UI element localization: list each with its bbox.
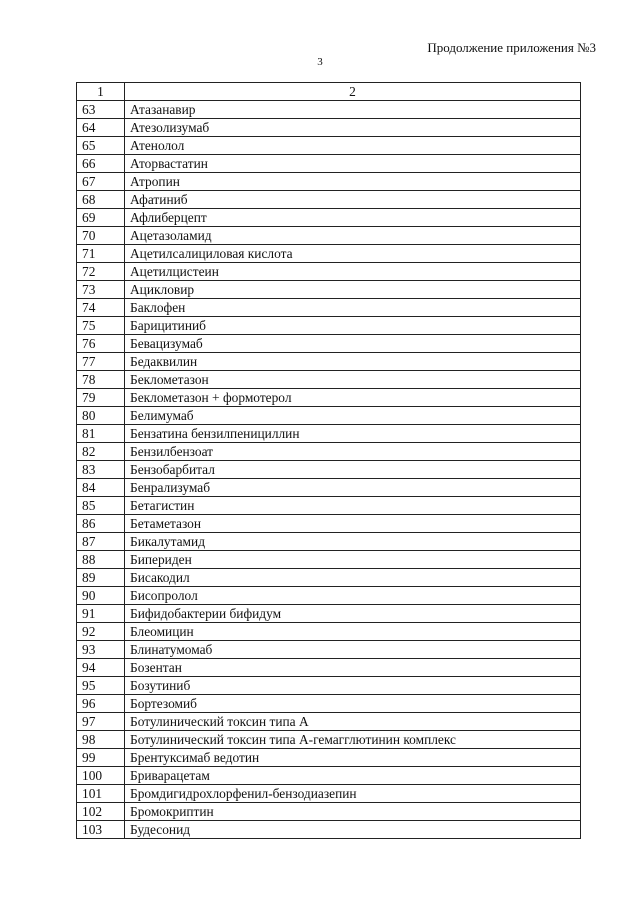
column-header-number: 1 bbox=[77, 83, 125, 101]
table-row bbox=[77, 137, 581, 155]
row-number-cell: 78 bbox=[77, 371, 125, 389]
drug-name-cell: Бензилбензоат bbox=[125, 443, 581, 461]
drug-name-cell: Бриварацетам bbox=[125, 767, 581, 785]
table-row bbox=[77, 713, 581, 731]
drug-name-cell: Баклофен bbox=[125, 299, 581, 317]
row-number-cell: 73 bbox=[77, 281, 125, 299]
table-row bbox=[77, 731, 581, 749]
row-number-cell: 82 bbox=[77, 443, 125, 461]
row-number-cell: 75 bbox=[77, 317, 125, 335]
table-row bbox=[77, 497, 581, 515]
table-row bbox=[77, 695, 581, 713]
row-number-cell: 98 bbox=[77, 731, 125, 749]
table-row bbox=[77, 785, 581, 803]
row-number-cell: 91 bbox=[77, 605, 125, 623]
drug-name-cell: Бензатина бензилпенициллин bbox=[125, 425, 581, 443]
row-number-cell: 93 bbox=[77, 641, 125, 659]
drug-name-cell: Брентуксимаб ведотин bbox=[125, 749, 581, 767]
drug-name-cell: Бетагистин bbox=[125, 497, 581, 515]
drug-name-cell: Будесонид bbox=[125, 821, 581, 839]
table-row bbox=[77, 803, 581, 821]
table-row bbox=[77, 821, 581, 839]
table-row bbox=[77, 191, 581, 209]
drug-name-cell: Бозентан bbox=[125, 659, 581, 677]
table-row bbox=[77, 299, 581, 317]
table-row bbox=[77, 605, 581, 623]
table-row bbox=[77, 353, 581, 371]
table-row bbox=[77, 641, 581, 659]
table-row bbox=[77, 551, 581, 569]
drug-name-cell: Атазанавир bbox=[125, 101, 581, 119]
table-row bbox=[77, 407, 581, 425]
row-number-cell: 74 bbox=[77, 299, 125, 317]
row-number-cell: 86 bbox=[77, 515, 125, 533]
row-number-cell: 69 bbox=[77, 209, 125, 227]
drug-name-cell: Бозутиниб bbox=[125, 677, 581, 695]
drug-name-cell: Бромокриптин bbox=[125, 803, 581, 821]
table-row bbox=[77, 569, 581, 587]
table-row bbox=[77, 461, 581, 479]
row-number-cell: 64 bbox=[77, 119, 125, 137]
row-number-cell: 94 bbox=[77, 659, 125, 677]
table-row bbox=[77, 767, 581, 785]
table-row bbox=[77, 245, 581, 263]
drug-name-cell: Ацетилцистеин bbox=[125, 263, 581, 281]
drug-name-cell: Бисопролол bbox=[125, 587, 581, 605]
table-row bbox=[77, 371, 581, 389]
column-header-name: 2 bbox=[125, 83, 581, 101]
row-number-cell: 77 bbox=[77, 353, 125, 371]
row-number-cell: 63 bbox=[77, 101, 125, 119]
drug-name-cell: Аторвастатин bbox=[125, 155, 581, 173]
drug-name-cell: Атезолизумаб bbox=[125, 119, 581, 137]
table-row bbox=[77, 533, 581, 551]
drug-name-cell: Бетаметазон bbox=[125, 515, 581, 533]
table-row bbox=[77, 425, 581, 443]
row-number-cell: 79 bbox=[77, 389, 125, 407]
drug-name-cell: Белимумаб bbox=[125, 407, 581, 425]
drug-name-cell: Бифидобактерии бифидум bbox=[125, 605, 581, 623]
drug-name-cell: Бикалутамид bbox=[125, 533, 581, 551]
table-row bbox=[77, 659, 581, 677]
table-header-row bbox=[77, 83, 581, 101]
drug-name-cell: Блеомицин bbox=[125, 623, 581, 641]
table-row bbox=[77, 263, 581, 281]
drug-name-cell: Барицитиниб bbox=[125, 317, 581, 335]
drug-name-cell: Беклометазон + формотерол bbox=[125, 389, 581, 407]
table-row bbox=[77, 209, 581, 227]
table-row bbox=[77, 281, 581, 299]
drug-name-cell: Бензобарбитал bbox=[125, 461, 581, 479]
row-number-cell: 96 bbox=[77, 695, 125, 713]
row-number-cell: 68 bbox=[77, 191, 125, 209]
drug-name-cell: Бенрализумаб bbox=[125, 479, 581, 497]
drug-name-cell: Бедаквилин bbox=[125, 353, 581, 371]
table-row bbox=[77, 515, 581, 533]
row-number-cell: 99 bbox=[77, 749, 125, 767]
drug-name-cell: Ботулинический токсин типа А-гемагглютинин комплекс bbox=[125, 731, 581, 749]
row-number-cell: 84 bbox=[77, 479, 125, 497]
row-number-cell: 81 bbox=[77, 425, 125, 443]
table-row bbox=[77, 389, 581, 407]
table-row bbox=[77, 101, 581, 119]
table-row bbox=[77, 335, 581, 353]
table-row bbox=[77, 479, 581, 497]
drug-name-cell: Блинатумомаб bbox=[125, 641, 581, 659]
table-row bbox=[77, 173, 581, 191]
continuation-note: Продолжение приложения №3 bbox=[427, 40, 596, 55]
row-number-cell: 88 bbox=[77, 551, 125, 569]
table-row bbox=[77, 587, 581, 605]
drug-name-cell: Ацетазоламид bbox=[125, 227, 581, 245]
row-number-cell: 83 bbox=[77, 461, 125, 479]
drug-name-cell: Бипериден bbox=[125, 551, 581, 569]
row-number-cell: 92 bbox=[77, 623, 125, 641]
row-number-cell: 89 bbox=[77, 569, 125, 587]
row-number-cell: 101 bbox=[77, 785, 125, 803]
row-number-cell: 90 bbox=[77, 587, 125, 605]
row-number-cell: 95 bbox=[77, 677, 125, 695]
drug-name-cell: Бортезомиб bbox=[125, 695, 581, 713]
row-number-cell: 87 bbox=[77, 533, 125, 551]
row-number-cell: 103 bbox=[77, 821, 125, 839]
drug-name-cell: Афатиниб bbox=[125, 191, 581, 209]
row-number-cell: 100 bbox=[77, 767, 125, 785]
drug-name-cell: Ацикловир bbox=[125, 281, 581, 299]
table-row bbox=[77, 155, 581, 173]
table-row bbox=[77, 677, 581, 695]
drug-name-cell: Бевацизумаб bbox=[125, 335, 581, 353]
row-number-cell: 80 bbox=[77, 407, 125, 425]
table-row bbox=[77, 119, 581, 137]
table-body bbox=[77, 101, 581, 839]
drug-name-cell: Афлиберцепт bbox=[125, 209, 581, 227]
table-row bbox=[77, 227, 581, 245]
drug-name-cell: Бромдигидрохлорфенил-бензодиазепин bbox=[125, 785, 581, 803]
table-row bbox=[77, 749, 581, 767]
table-row bbox=[77, 623, 581, 641]
row-number-cell: 67 bbox=[77, 173, 125, 191]
drug-name-cell: Атропин bbox=[125, 173, 581, 191]
drug-name-cell: Ботулинический токсин типа А bbox=[125, 713, 581, 731]
row-number-cell: 65 bbox=[77, 137, 125, 155]
row-number-cell: 85 bbox=[77, 497, 125, 515]
drug-name-cell: Беклометазон bbox=[125, 371, 581, 389]
row-number-cell: 102 bbox=[77, 803, 125, 821]
drug-table bbox=[76, 82, 581, 839]
row-number-cell: 70 bbox=[77, 227, 125, 245]
row-number-cell: 66 bbox=[77, 155, 125, 173]
drug-name-cell: Ацетилсалициловая кислота bbox=[125, 245, 581, 263]
row-number-cell: 76 bbox=[77, 335, 125, 353]
drug-name-cell: Атенолол bbox=[125, 137, 581, 155]
row-number-cell: 97 bbox=[77, 713, 125, 731]
row-number-cell: 71 bbox=[77, 245, 125, 263]
row-number-cell: 72 bbox=[77, 263, 125, 281]
drug-name-cell: Бисакодил bbox=[125, 569, 581, 587]
page-number: 3 bbox=[317, 56, 323, 68]
table-row bbox=[77, 317, 581, 335]
table-row bbox=[77, 443, 581, 461]
